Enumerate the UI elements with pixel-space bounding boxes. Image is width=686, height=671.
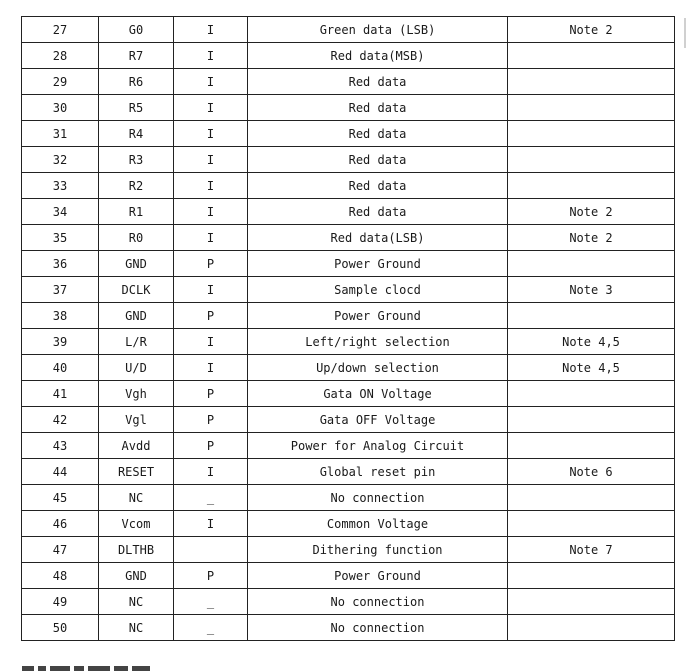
pin-function-cell: Gata OFF Voltage (248, 407, 508, 433)
cut-off-text-fragment (22, 663, 172, 671)
pin-number-cell: 33 (22, 173, 99, 199)
table-row (22, 95, 675, 121)
pin-symbol-cell: Avdd (99, 433, 174, 459)
table-row (22, 615, 675, 641)
pin-io-cell: P (174, 433, 248, 459)
pin-symbol-cell: Vcom (99, 511, 174, 537)
pin-remark-cell (508, 303, 675, 329)
pin-number-cell: 40 (22, 355, 99, 381)
pin-function-cell: No connection (248, 589, 508, 615)
pin-symbol-cell: RESET (99, 459, 174, 485)
pin-remark-cell (508, 95, 675, 121)
pin-function-cell: Red data(MSB) (248, 43, 508, 69)
pin-symbol-cell: U/D (99, 355, 174, 381)
pin-remark-cell: Note 2 (508, 199, 675, 225)
pin-remark-cell (508, 69, 675, 95)
table-row (22, 251, 675, 277)
pin-function-cell: Red data(LSB) (248, 225, 508, 251)
pin-number-cell: 35 (22, 225, 99, 251)
pin-io-cell: I (174, 95, 248, 121)
pin-function-cell: Gata ON Voltage (248, 381, 508, 407)
pin-number-cell: 39 (22, 329, 99, 355)
pin-number-cell: 42 (22, 407, 99, 433)
pin-remark-cell: Note 4,5 (508, 355, 675, 381)
pin-remark-cell (508, 615, 675, 641)
pin-number-cell: 28 (22, 43, 99, 69)
pin-symbol-cell: Vgh (99, 381, 174, 407)
pin-number-cell: 46 (22, 511, 99, 537)
pin-function-cell: Global reset pin (248, 459, 508, 485)
pin-number-cell: 45 (22, 485, 99, 511)
table-row (22, 459, 675, 485)
pin-remark-cell (508, 563, 675, 589)
pin-io-cell: _ (174, 589, 248, 615)
pin-number-cell: 47 (22, 537, 99, 563)
pin-remark-cell: Note 2 (508, 17, 675, 43)
pin-remark-cell: Note 2 (508, 225, 675, 251)
table-row (22, 303, 675, 329)
pin-io-cell: _ (174, 615, 248, 641)
pin-remark-cell (508, 173, 675, 199)
table-row (22, 277, 675, 303)
pin-io-cell: I (174, 147, 248, 173)
table-row (22, 407, 675, 433)
pin-function-cell: Red data (248, 95, 508, 121)
pin-number-cell: 27 (22, 17, 99, 43)
pin-remark-cell (508, 147, 675, 173)
pin-function-cell: No connection (248, 485, 508, 511)
pin-io-cell: P (174, 303, 248, 329)
pin-remark-cell: Note 7 (508, 537, 675, 563)
pin-symbol-cell: R0 (99, 225, 174, 251)
pin-remark-cell (508, 589, 675, 615)
table-row (22, 329, 675, 355)
pin-io-cell: P (174, 381, 248, 407)
pin-symbol-cell: R4 (99, 121, 174, 147)
pin-symbol-cell: L/R (99, 329, 174, 355)
pin-number-cell: 49 (22, 589, 99, 615)
pin-function-cell: Sample clocd (248, 277, 508, 303)
pin-number-cell: 29 (22, 69, 99, 95)
table-row (22, 173, 675, 199)
pin-io-cell: I (174, 121, 248, 147)
table-row (22, 17, 675, 43)
pin-function-cell: Red data (248, 173, 508, 199)
pin-number-cell: 50 (22, 615, 99, 641)
pin-function-cell: Power Ground (248, 303, 508, 329)
pin-symbol-cell: R6 (99, 69, 174, 95)
table-row (22, 589, 675, 615)
pin-symbol-cell: NC (99, 589, 174, 615)
pin-function-cell: Up/down selection (248, 355, 508, 381)
pin-remark-cell (508, 485, 675, 511)
pin-number-cell: 38 (22, 303, 99, 329)
pin-symbol-cell: R7 (99, 43, 174, 69)
table-row (22, 563, 675, 589)
table-row (22, 225, 675, 251)
pin-function-cell: Power Ground (248, 563, 508, 589)
pin-symbol-cell: GND (99, 251, 174, 277)
pin-io-cell: I (174, 69, 248, 95)
pin-remark-cell (508, 121, 675, 147)
pin-number-cell: 34 (22, 199, 99, 225)
pin-number-cell: 43 (22, 433, 99, 459)
pin-symbol-cell: NC (99, 485, 174, 511)
pin-remark-cell: Note 6 (508, 459, 675, 485)
pin-number-cell: 48 (22, 563, 99, 589)
pin-symbol-cell: R5 (99, 95, 174, 121)
pin-symbol-cell: GND (99, 303, 174, 329)
pin-symbol-cell: R3 (99, 147, 174, 173)
table-row (22, 433, 675, 459)
pin-function-cell: Red data (248, 199, 508, 225)
table-row (22, 121, 675, 147)
pin-symbol-cell: DLTHB (99, 537, 174, 563)
pin-remark-cell (508, 43, 675, 69)
pin-definition-table (21, 16, 675, 641)
pin-number-cell: 32 (22, 147, 99, 173)
table-row (22, 43, 675, 69)
pin-io-cell: _ (174, 485, 248, 511)
pin-io-cell: I (174, 173, 248, 199)
pin-remark-cell (508, 381, 675, 407)
pin-remark-cell (508, 433, 675, 459)
pin-number-cell: 44 (22, 459, 99, 485)
pin-symbol-cell: Vgl (99, 407, 174, 433)
table-row (22, 381, 675, 407)
table-row (22, 147, 675, 173)
pin-table-body (22, 17, 675, 641)
pin-symbol-cell: DCLK (99, 277, 174, 303)
pin-function-cell: Red data (248, 69, 508, 95)
pin-number-cell: 37 (22, 277, 99, 303)
pin-function-cell: No connection (248, 615, 508, 641)
pin-symbol-cell: NC (99, 615, 174, 641)
pin-symbol-cell: G0 (99, 17, 174, 43)
pin-function-cell: Power for Analog Circuit (248, 433, 508, 459)
pin-symbol-cell: R2 (99, 173, 174, 199)
pin-symbol-cell: R1 (99, 199, 174, 225)
pin-number-cell: 31 (22, 121, 99, 147)
pin-io-cell: I (174, 17, 248, 43)
pin-io-cell: I (174, 277, 248, 303)
pin-function-cell: Power Ground (248, 251, 508, 277)
table-row (22, 537, 675, 563)
pin-function-cell: Common Voltage (248, 511, 508, 537)
table-row (22, 511, 675, 537)
pin-io-cell: I (174, 329, 248, 355)
pin-function-cell: Red data (248, 121, 508, 147)
pin-function-cell: Red data (248, 147, 508, 173)
pin-io-cell: P (174, 407, 248, 433)
pin-remark-cell (508, 511, 675, 537)
pin-io-cell: I (174, 511, 248, 537)
pin-number-cell: 30 (22, 95, 99, 121)
pin-io-cell: P (174, 251, 248, 277)
pin-remark-cell (508, 407, 675, 433)
pin-function-cell: Green data (LSB) (248, 17, 508, 43)
pin-function-cell: Left/right selection (248, 329, 508, 355)
table-row (22, 355, 675, 381)
pin-io-cell: P (174, 563, 248, 589)
pin-io-cell: I (174, 225, 248, 251)
table-row (22, 69, 675, 95)
pin-io-cell: I (174, 355, 248, 381)
pin-remark-cell: Note 3 (508, 277, 675, 303)
pin-symbol-cell: GND (99, 563, 174, 589)
table-row (22, 199, 675, 225)
table-row (22, 485, 675, 511)
pin-number-cell: 36 (22, 251, 99, 277)
pin-io-cell: I (174, 43, 248, 69)
pin-io-cell: I (174, 459, 248, 485)
pin-function-cell: Dithering function (248, 537, 508, 563)
pin-io-cell (174, 537, 248, 563)
pin-remark-cell: Note 4,5 (508, 329, 675, 355)
pin-number-cell: 41 (22, 381, 99, 407)
pin-io-cell: I (174, 199, 248, 225)
pin-remark-cell (508, 251, 675, 277)
